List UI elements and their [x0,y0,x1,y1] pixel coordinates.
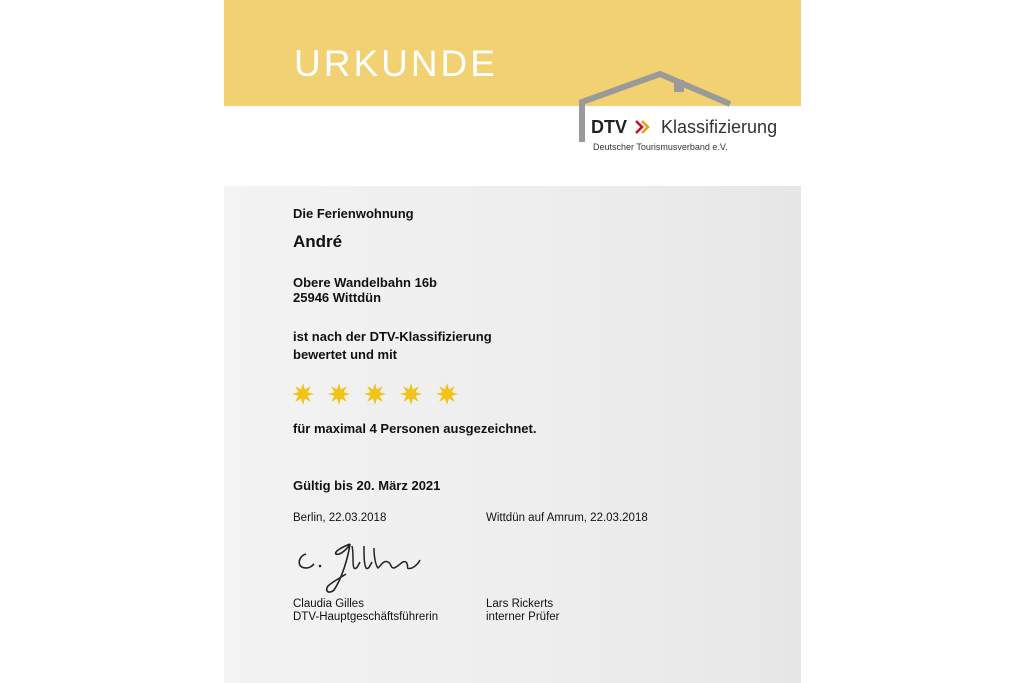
star-icon [364,383,386,405]
right-signer-role: interner Prüfer [486,611,560,623]
right-signer-name: Lars Rickerts [486,598,554,610]
chevrons-icon [634,120,654,134]
logo-brand [591,117,777,138]
right-place-date: Wittdün auf Amrum, 22.03.2018 [486,512,648,524]
property-type-label: Die Ferienwohnung [293,206,414,221]
statement-line-2: bewertet und mit [293,347,398,362]
validity-text: Gültig bis 20. März 2021 [293,478,441,493]
handwritten-signature [294,538,424,596]
capacity-text: für maximal 4 Personen ausgezeichnet. [293,421,537,436]
property-name: André [293,232,343,251]
left-signer-role: DTV-Hauptgeschäftsführerin [293,611,439,623]
certificate-title: URKUNDE [294,43,498,84]
star-rating [292,383,458,405]
star-icon [436,383,458,405]
dtv-logo [576,68,796,158]
address-line-1: Obere Wandelbahn 16b [293,275,437,290]
star-icon [328,383,350,405]
logo-dtv-text: DTV [591,117,627,137]
address-line-2: 25946 Wittdün [293,290,382,305]
logo-subtitle: Deutscher Tourismusverband e.V. [593,142,728,152]
star-icon [292,383,314,405]
star-icon [400,383,422,405]
left-signer-name: Claudia Gilles [293,598,364,610]
certificate-body [224,186,801,683]
certificate-document [224,0,801,683]
statement-line-1: ist nach der DTV-Klassifizierung [293,329,492,344]
logo-name-text: Klassifizierung [661,117,778,137]
left-place-date: Berlin, 22.03.2018 [293,512,387,524]
